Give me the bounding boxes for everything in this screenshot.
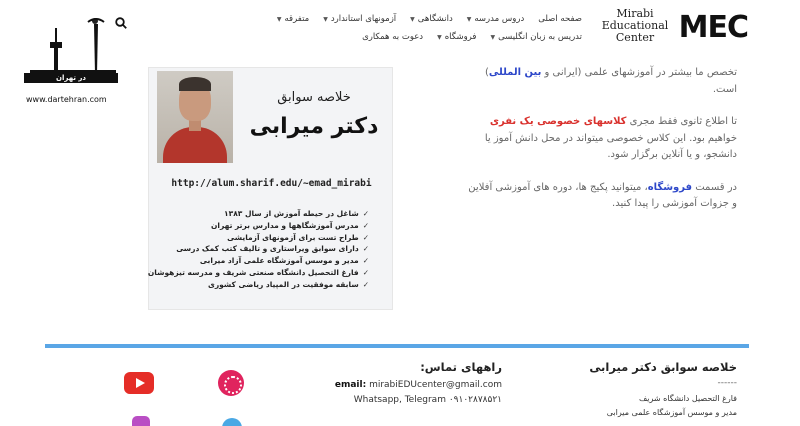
email-value[interactable]: mirabiEDUcenter@gmail.com — [369, 380, 502, 390]
resume-list-item — [199, 220, 369, 232]
private-classes-link[interactable]: کلاسهای خصوصی یک نفری — [489, 116, 627, 127]
chevron-down-icon: ▼ — [490, 33, 496, 41]
chevron-down-icon: ▼ — [323, 15, 328, 23]
nav-item-row1-0[interactable] — [538, 14, 582, 24]
watermark-url: www.dartehran.com — [26, 95, 107, 104]
nav-item-row2-1[interactable] — [437, 32, 476, 42]
logo-text — [600, 8, 670, 44]
nav-item-label: متفرقه — [284, 14, 310, 24]
nav-item-row1-2[interactable] — [410, 14, 453, 24]
check-icon: ✓ — [362, 244, 369, 254]
resume-list-item — [147, 267, 369, 279]
telegram-icon[interactable] — [222, 418, 242, 426]
nav-item-row1-3[interactable] — [323, 14, 396, 24]
intro-text — [467, 65, 737, 229]
youtube-icon[interactable] — [124, 372, 154, 394]
watermark-banner: در تهران — [24, 73, 118, 83]
resume-image — [148, 67, 393, 310]
check-icon: ✓ — [362, 209, 369, 218]
intro-paragraph-2 — [467, 114, 737, 164]
nav-item-label: فروشگاه — [444, 32, 477, 42]
shop-link[interactable]: فروشگاه — [647, 181, 693, 193]
logo-mark: MEC — [678, 10, 748, 45]
footer-about-title: خلاصه سوابق دکتر میرابی — [589, 360, 737, 374]
p1-text-end: ) است. — [484, 67, 737, 95]
nav-item-label: دروس مدرسه — [474, 14, 525, 24]
instagram-icon[interactable] — [132, 416, 150, 426]
logo-line-2: Educational — [601, 19, 669, 32]
p3-text: در قسمت — [692, 181, 737, 193]
chevron-down-icon: ▼ — [276, 15, 282, 23]
section-divider — [45, 344, 749, 348]
nav-item-row2-2[interactable] — [362, 32, 423, 42]
chevron-down-icon: ▼ — [410, 15, 415, 23]
p1-text: تخصص ما بیشتر در آموزشهای علمی (ایرانی و — [541, 67, 737, 78]
nav-item-label: دانشگاهی — [417, 14, 453, 24]
contact-email[interactable] — [335, 380, 502, 390]
footer-about-line-2: مدیر و موسس آموزشگاه علمی میرابی — [606, 408, 737, 417]
nav-item-row1-4[interactable] — [277, 14, 309, 24]
footer-dash: ------ — [717, 378, 737, 388]
chevron-down-icon: ▼ — [437, 33, 442, 41]
resume-name: دکتر میرابی — [249, 114, 379, 139]
resume-list-item — [199, 232, 369, 244]
intro-paragraph-1 — [467, 65, 737, 98]
resume-list-text: دارای سوابق ویراستاری و تالیف کتب کمک درسی — [176, 244, 359, 254]
nav-item-label: دعوت به همکاری — [362, 32, 424, 42]
resume-list-text: مدرس آموزشگاهها و مدارس برتر تهران — [211, 220, 359, 230]
logo-line-3: Center — [615, 31, 655, 44]
resume-list-item — [199, 279, 369, 291]
check-icon: ✓ — [362, 256, 369, 266]
p2-text-end: خواهیم بود. این کلاس خصوصی میتواند در محل دانش آموز یا دانشجو، و یا آنلاین برگزار شود. — [484, 132, 737, 160]
site-logo[interactable] — [598, 8, 748, 46]
nav-item-row2-0[interactable] — [490, 32, 582, 42]
nav-item-label: صفحه اصلی — [538, 14, 582, 24]
aparat-icon[interactable] — [218, 370, 244, 396]
footer-about-line-1: فارغ التحصیل دانشگاه شریف — [639, 394, 737, 403]
logo-line-1: Mirabi — [616, 7, 654, 20]
nav-item-label: تدریس به زبان انگلیسی — [498, 32, 582, 42]
resume-list-text: مدیر و موسس آموزشگاه علمی آزاد میرابی — [199, 256, 359, 266]
resume-list — [147, 208, 369, 291]
check-icon: ✓ — [362, 267, 369, 277]
check-icon: ✓ — [362, 220, 369, 230]
resume-url: http://alum.sharif.edu/~emad_mirabi — [171, 178, 372, 189]
profile-photo — [157, 71, 233, 163]
resume-title: خلاصه سوابق — [277, 90, 351, 105]
nav-row-1 — [182, 10, 582, 28]
resume-list-item — [176, 243, 369, 255]
check-icon: ✓ — [362, 232, 369, 242]
intro-paragraph-3 — [467, 180, 737, 213]
nav-item-row1-1[interactable] — [467, 14, 525, 24]
resume-list-text: فارغ التحصیل دانشگاه صنعتی شریف و مدرسه تیزهوشان — [147, 267, 359, 277]
nav-row-2 — [182, 28, 582, 46]
international-link[interactable]: بین المللی — [488, 67, 542, 78]
footer-contact-title: راههای تماس: — [420, 360, 502, 374]
main-nav — [182, 10, 582, 46]
resume-list-text: طراح تست برای آزمونهای آزمایشی — [227, 232, 359, 242]
check-icon: ✓ — [362, 279, 369, 289]
email-label: email: — [334, 380, 367, 390]
chevron-down-icon: ▼ — [466, 15, 472, 23]
resume-list-text: سابقه موفقیت در المپیاد ریاضی کشوری — [207, 279, 359, 289]
p3-text-end: ، میتوانید پکیج ها، دوره های آموزشی آفلاین و جزوات آموزشی را پیدا کنید. — [468, 181, 737, 209]
resume-list-text: شاغل در حیطه آموزش از سال ۱۳۸۳ — [224, 209, 359, 218]
contact-phone[interactable]: Whatsapp, Telegram ۰۹۱۰۲۸۷۸۵۲۱ — [353, 395, 502, 405]
p2-text: تا اطلاع ثانوی فقط مجری — [626, 116, 737, 127]
resume-list-item — [199, 255, 369, 267]
resume-list-item — [199, 208, 369, 220]
nav-item-label: آزمونهای استاندارد — [330, 14, 397, 24]
